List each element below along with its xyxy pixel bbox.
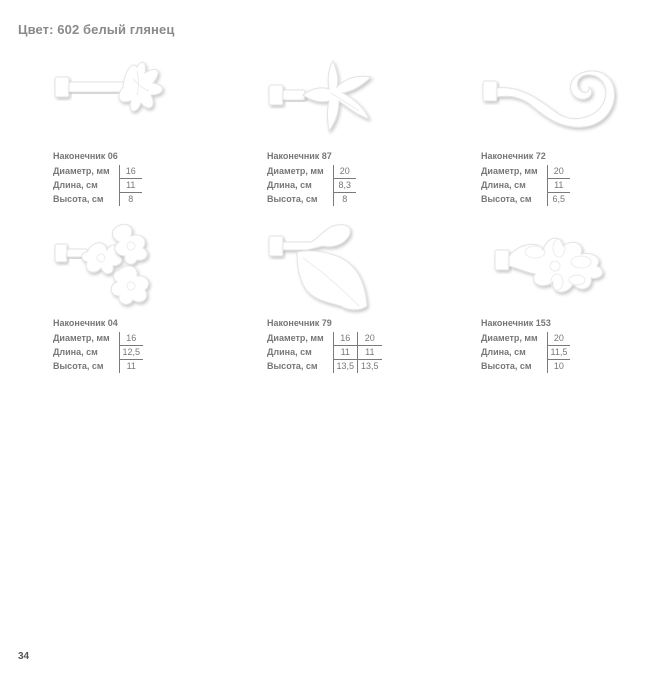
spec-table (53, 332, 143, 373)
product-image (53, 55, 223, 145)
length-value: 12,5 (119, 346, 143, 360)
product-name: Наконечник 06 (53, 151, 118, 161)
height-value: 8 (333, 193, 356, 207)
spec-table (481, 332, 570, 373)
length-value: 11 (358, 346, 382, 360)
diameter-value: 20 (547, 332, 570, 346)
spec-table (267, 332, 382, 373)
height-label: Высота, см (53, 360, 104, 371)
diameter-value: 16 (333, 332, 358, 346)
lily-flower-finial-icon (53, 55, 223, 145)
product-name: Наконечник 153 (481, 318, 551, 328)
leaf-finial-icon (267, 222, 437, 312)
diameter-value: 20 (547, 165, 570, 179)
length-label: Длина, см (267, 180, 312, 190)
diameter-label: Диаметр, мм (481, 333, 538, 344)
product-name: Наконечник 72 (481, 151, 546, 161)
product-card (53, 55, 233, 225)
product-card (267, 55, 447, 225)
diameter-label: Диаметр, мм (267, 333, 324, 344)
length-label: Длина, см (481, 347, 526, 357)
length-value: 11,5 (547, 346, 570, 360)
length-value: 8,3 (333, 179, 356, 193)
height-value: 6,5 (547, 193, 570, 207)
page-number: 34 (18, 651, 30, 662)
diameter-label: Диаметр, мм (267, 166, 324, 177)
star-flower-finial-icon (267, 55, 437, 145)
spec-table (481, 165, 570, 206)
height-value: 8 (119, 193, 142, 207)
diameter-value: 20 (333, 165, 356, 179)
product-image (267, 55, 437, 145)
diameter-label: Диаметр, мм (53, 166, 110, 177)
length-label: Длина, см (267, 347, 312, 357)
length-label: Длина, см (53, 180, 98, 190)
product-card (53, 222, 233, 392)
butterflies-finial-icon (53, 222, 223, 312)
height-value: 10 (547, 360, 570, 374)
height-label: Высота, см (481, 193, 532, 204)
length-label: Длина, см (481, 180, 526, 190)
height-label: Высота, см (53, 193, 104, 204)
length-value: 11 (547, 179, 570, 193)
diameter-value: 16 (119, 332, 143, 346)
height-label: Высота, см (267, 360, 318, 371)
diameter-value: 16 (119, 165, 142, 179)
product-image (53, 222, 223, 312)
length-value: 11 (333, 346, 358, 360)
page-title: Цвет: 602 белый глянец (18, 22, 175, 37)
product-image (267, 222, 437, 312)
product-image (481, 55, 651, 145)
height-label: Высота, см (481, 360, 532, 371)
height-value: 13,5 (333, 360, 358, 374)
product-name: Наконечник 04 (53, 318, 118, 328)
product-name: Наконечник 79 (267, 318, 332, 328)
product-image (481, 222, 651, 312)
height-value: 13,5 (358, 360, 382, 374)
length-value: 11 (119, 179, 142, 193)
curl-hook-finial-icon (481, 55, 651, 145)
openwork-flower-finial-icon (481, 222, 651, 312)
product-card (481, 222, 660, 392)
length-label: Длина, см (53, 347, 98, 357)
product-name: Наконечник 87 (267, 151, 332, 161)
diameter-value: 20 (358, 332, 382, 346)
product-card (481, 55, 660, 225)
spec-table (53, 165, 142, 206)
product-card (267, 222, 447, 392)
height-value: 11 (119, 360, 143, 374)
diameter-label: Диаметр, мм (481, 166, 538, 177)
diameter-label: Диаметр, мм (53, 333, 110, 344)
height-label: Высота, см (267, 193, 318, 204)
spec-table (267, 165, 356, 206)
